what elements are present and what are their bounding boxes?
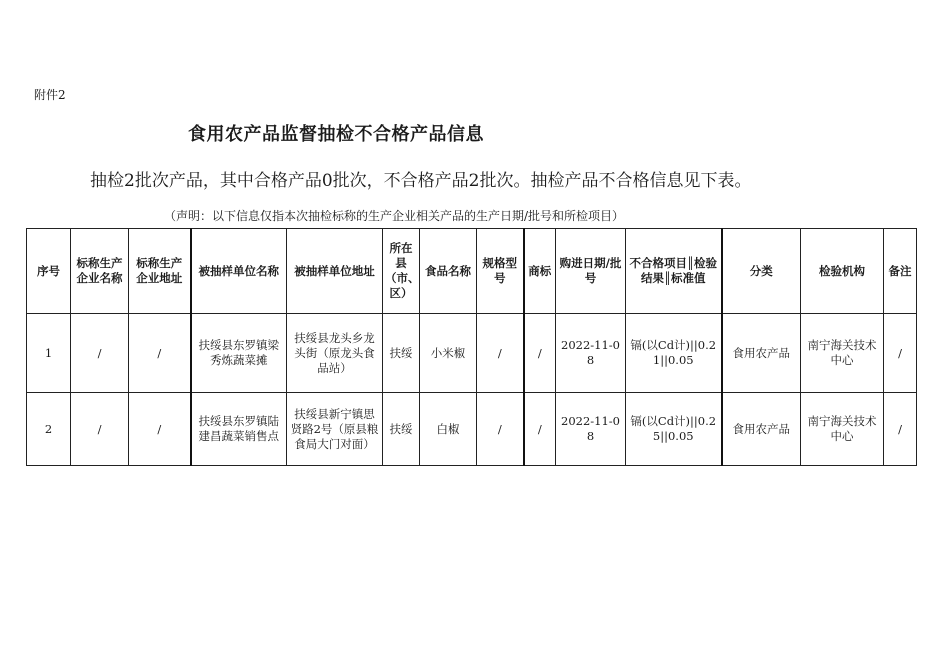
trademark-cell: / [524,314,556,393]
producer-address-cell: / [129,393,191,466]
remarks-cell: / [884,314,917,393]
attachment-label: 附件2 [34,88,66,102]
sampled-unit-name-cell: 扶绥县东罗镇陆建昌蔬菜销售点 [191,393,287,466]
row-number-cell: 1 [27,314,71,393]
purchase-date-cell: 2022-11-08 [556,314,626,393]
producer-name-cell: / [71,393,129,466]
producer-name-cell: / [71,314,129,393]
header-cell: 购进日期/批号 [556,229,626,314]
header-cell: 标称生产企业名称 [71,229,129,314]
county-cell: 扶绥 [383,314,420,393]
category-cell: 食用农产品 [722,393,801,466]
summary-text: 抽检2批次产品，其中合格产品0批次，不合格产品2批次。抽检产品不合格信息见下表。 [90,171,752,191]
table-header-row [27,229,917,314]
spec-cell: / [477,393,524,466]
category-cell: 食用农产品 [722,314,801,393]
sampled-unit-address-cell: 扶绥县龙头乡龙头街（原龙头食品站） [287,314,383,393]
nonconforming-item-cell: 镉(以Cd计)||0.25||0.05 [626,393,722,466]
nonconforming-item-cell: 镉(以Cd计)||0.21||0.05 [626,314,722,393]
header-cell: 被抽样单位地址 [287,229,383,314]
header-cell: 规格型号 [477,229,524,314]
sampled-unit-address-cell: 扶绥县新宁镇思贤路2号（原县粮食局大门对面） [287,393,383,466]
header-cell: 商标 [524,229,556,314]
header-cell: 备注 [884,229,917,314]
spec-cell: / [477,314,524,393]
header-cell: 检验机构 [801,229,884,314]
inspection-agency-cell: 南宁海关技术中心 [801,314,884,393]
header-cell: 标称生产企业地址 [129,229,191,314]
inspection-agency-cell: 南宁海关技术中心 [801,393,884,466]
header-cell: 被抽样单位名称 [191,229,287,314]
nonconforming-products-table [26,228,917,466]
header-cell: 分类 [722,229,801,314]
sampled-unit-name-cell: 扶绥县东罗镇梁秀炼蔬菜摊 [191,314,287,393]
county-cell: 扶绥 [383,393,420,466]
producer-address-cell: / [129,314,191,393]
table-row [27,393,917,466]
food-name-cell: 白椒 [420,393,477,466]
purchase-date-cell: 2022-11-08 [556,393,626,466]
trademark-cell: / [524,393,556,466]
header-cell: 序号 [27,229,71,314]
page-title: 食用农产品监督抽检不合格产品信息 [188,124,484,145]
food-name-cell: 小米椒 [420,314,477,393]
header-cell: 所在县（市、区） [383,229,420,314]
statement-text: （声明：以下信息仅指本次抽检标称的生产企业相关产品的生产日期/批号和所检项目） [164,209,625,223]
header-cell: 不合格项目║检验结果║标准值 [626,229,722,314]
row-number-cell: 2 [27,393,71,466]
table-row [27,314,917,393]
remarks-cell: / [884,393,917,466]
header-cell: 食品名称 [420,229,477,314]
